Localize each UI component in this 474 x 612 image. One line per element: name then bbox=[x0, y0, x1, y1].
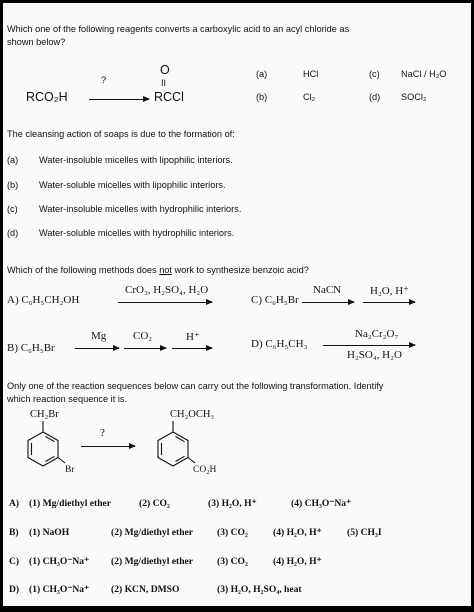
q4-product-benzene-ring bbox=[3, 3, 66, 73]
q4-stem-line1: Only one of the reaction sequences below can carry out the following transformation. Identify bbox=[7, 381, 384, 391]
q1-option-a-letter: (a) bbox=[256, 69, 268, 79]
q4-option-c-letter: C) bbox=[9, 556, 20, 567]
q4-stem-line2: which reaction sequence it is. bbox=[7, 394, 128, 404]
q3-stem: Which of the following methods does not work to synthesize benzoic acid? bbox=[7, 265, 309, 275]
q1-option-d-text: SOCl₂ bbox=[401, 92, 427, 102]
q1-product-oxygen: O bbox=[160, 63, 170, 77]
q2-option-a-letter: (a) bbox=[7, 155, 19, 165]
q4-option-c-step2: (2) Mg/diethyl ether bbox=[111, 556, 194, 567]
q3-option-d-reagent-top: Na₂Cr₂O₇ bbox=[355, 328, 399, 340]
q4-option-b-step5: (5) CH₃I bbox=[347, 527, 382, 538]
q4-option-a-step4: (4) CH₃O⁻Na⁺ bbox=[291, 498, 352, 509]
q4-end-substituent: CO₂H bbox=[193, 465, 217, 475]
q1-arrow-label: ? bbox=[101, 75, 107, 85]
q1-option-b-letter: (b) bbox=[256, 92, 268, 102]
q3-option-c-reagent1: NaCN bbox=[313, 284, 342, 296]
question-sheet bbox=[3, 3, 471, 606]
q1-reaction-arrow bbox=[89, 99, 149, 100]
q3-option-a-reagent: CrO₃, H₂SO₄, H₂O bbox=[125, 284, 209, 296]
q2-option-c-text: Water-insoluble micelles with hydrophilic interiors. bbox=[39, 204, 242, 214]
q4-option-a-step3: (3) H₂O, H⁺ bbox=[208, 498, 257, 509]
q3-option-a-arrow bbox=[118, 302, 212, 303]
q4-option-c-step4: (4) H₂O, H⁺ bbox=[273, 556, 322, 567]
q2-stem: The cleansing action of soaps is due to the formation of: bbox=[7, 129, 235, 139]
q4-option-b-step2: (2) Mg/diethyl ether bbox=[111, 527, 194, 538]
q4-arrow-label: ? bbox=[100, 427, 105, 439]
q4-reaction-arrow bbox=[81, 446, 135, 447]
q1-option-d-letter: (d) bbox=[369, 92, 381, 102]
q3-option-b-arrow1 bbox=[75, 348, 119, 349]
q4-option-b-letter: B) bbox=[9, 527, 19, 538]
q2-option-d-letter: (d) bbox=[7, 228, 19, 238]
q2-option-b-letter: (b) bbox=[7, 180, 19, 190]
q3-option-d-reactant: D) C₆H₅CH₃ bbox=[251, 338, 308, 350]
q4-option-b-step4: (4) H₂O, H⁺ bbox=[273, 527, 322, 538]
q4-option-d-letter: D) bbox=[9, 584, 20, 595]
q1-option-a-text: HCl bbox=[303, 69, 319, 79]
q3-option-b-arrow3 bbox=[172, 348, 212, 349]
q1-option-c-text: NaCl / H₂O bbox=[401, 69, 447, 79]
q3-option-d-reagent-bottom: H₂SO₄, H₂O bbox=[347, 349, 402, 361]
q1-option-c-letter: (c) bbox=[369, 69, 380, 79]
q1-option-b-text: Cl₂ bbox=[303, 92, 316, 102]
q2-option-c-letter: (c) bbox=[7, 204, 18, 214]
q3-option-b-reagent1: Mg bbox=[91, 330, 107, 342]
q3-option-c-arrow1 bbox=[302, 302, 354, 303]
q2-option-a-text: Water-insoluble micelles with lipophilic interiors. bbox=[39, 155, 233, 165]
q1-stem-line2: shown below? bbox=[7, 37, 66, 47]
q3-option-c-arrow2 bbox=[363, 302, 415, 303]
q3-option-b-arrow2 bbox=[124, 348, 166, 349]
q1-product: RCCl bbox=[154, 90, 184, 104]
q4-option-b-step3: (3) CO₂ bbox=[217, 527, 248, 538]
q2-option-b-text: Water-soluble micelles with lipophilic interiors. bbox=[39, 180, 226, 190]
q3-option-c-reagent2: H₂O, H⁺ bbox=[370, 285, 409, 297]
q4-start-group: CH₂Br bbox=[30, 409, 59, 420]
q4-start-substituent: Br bbox=[65, 465, 75, 475]
q2-option-d-text: Water-soluble micelles with hydrophilic interiors. bbox=[39, 228, 235, 238]
q4-option-a-letter: A) bbox=[9, 498, 20, 509]
q4-option-a-step1: (1) Mg/diethyl ether bbox=[29, 498, 112, 509]
q4-option-a-step2: (2) CO₂ bbox=[139, 498, 170, 509]
q3-option-a-reactant: A) C₆H₅CH₂OH bbox=[7, 294, 80, 306]
q4-option-d-step2: (2) KCN, DMSO bbox=[111, 584, 180, 595]
q1-product-double-bond: II bbox=[161, 78, 167, 88]
q3-option-c-reactant: C) C₆H₅Br bbox=[251, 294, 299, 306]
q4-option-b-step1: (1) NaOH bbox=[29, 527, 70, 538]
q3-option-b-reagent2: CO₂ bbox=[133, 330, 153, 342]
q1-stem-line1: Which one of the following reagents converts a carboxylic acid to an acyl chloride as bbox=[7, 24, 350, 34]
q3-option-b-reactant: B) C₆H₅Br bbox=[7, 342, 55, 354]
q4-end-group: CH₂OCH₃ bbox=[170, 409, 215, 420]
q4-option-d-step3: (3) H₂O, H₂SO₄, heat bbox=[217, 584, 302, 595]
q4-option-c-step1: (1) CH₃O⁻Na⁺ bbox=[29, 556, 90, 567]
q3-option-b-reagent3: H⁺ bbox=[186, 331, 200, 343]
q3-option-d-arrow bbox=[323, 345, 415, 346]
q4-option-d-step1: (1) CH₃O⁻Na⁺ bbox=[29, 584, 90, 595]
q4-option-c-step3: (3) CO₂ bbox=[217, 556, 248, 567]
q1-reactant: RCO₂H bbox=[26, 90, 68, 104]
